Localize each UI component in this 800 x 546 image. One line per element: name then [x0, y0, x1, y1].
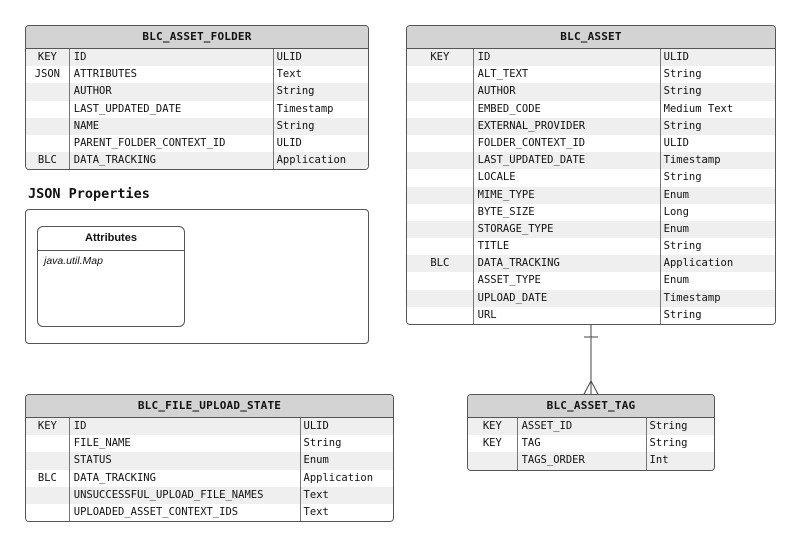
column-name: DATA_TRACKING — [70, 152, 274, 169]
column-key: KEY — [468, 435, 518, 452]
column-key: JSON — [26, 66, 70, 83]
table-title: BLC_ASSET_FOLDER — [26, 26, 368, 49]
column-type: Enum — [663, 222, 689, 235]
column-type: String — [276, 119, 315, 132]
column-type: String — [663, 68, 702, 81]
column-name: MIME_TYPE — [474, 187, 661, 204]
column-name: ID — [474, 49, 661, 66]
column-name: LOCALE — [474, 169, 661, 186]
column-name: FOLDER_CONTEXT_ID — [474, 135, 661, 152]
column-type: Application — [276, 154, 347, 167]
column-type: Timestamp — [663, 291, 721, 304]
crowfoot-left — [584, 381, 591, 394]
column-type: Enum — [663, 188, 689, 201]
column-name: UPLOAD_DATE — [474, 290, 661, 307]
column-key: KEY — [468, 418, 518, 435]
column-type: String — [649, 420, 688, 432]
column-key: KEY — [26, 418, 70, 435]
column-name: AUTHOR — [474, 83, 661, 100]
column-name: NAME — [70, 118, 274, 135]
column-type: String — [663, 171, 702, 184]
column-key: BLC — [407, 255, 474, 272]
column-type: Application — [303, 471, 374, 484]
column-type: ULID — [663, 136, 689, 149]
column-name: UPLOADED_ASSET_CONTEXT_IDS — [70, 504, 301, 521]
column-type: Long — [663, 205, 689, 218]
column-type: Application — [663, 257, 734, 270]
table-title: BLC_ASSET — [407, 26, 775, 49]
column-name: URL — [474, 307, 661, 324]
column-type: String — [276, 85, 315, 98]
column-key: BLC — [26, 470, 70, 487]
column-type: ULID — [276, 51, 302, 63]
column-name: EMBED_CODE — [474, 101, 661, 118]
column-type: String — [663, 308, 702, 321]
column-type: Timestamp — [276, 102, 334, 115]
column-name: STORAGE_TYPE — [474, 221, 661, 238]
column-name: DATA_TRACKING — [70, 470, 301, 487]
column-type: Text — [276, 68, 302, 81]
attributes-type: java.util.Map — [44, 255, 103, 267]
column-name: PARENT_FOLDER_CONTEXT_ID — [70, 135, 274, 152]
column-type: String — [663, 85, 702, 98]
column-name: BYTE_SIZE — [474, 204, 661, 221]
column-name: ASSET_TYPE — [474, 272, 661, 289]
column-name: ID — [70, 49, 274, 66]
column-name: LAST_UPDATED_DATE — [70, 101, 274, 118]
column-type: Int — [649, 454, 669, 467]
column-name: TITLE — [474, 238, 661, 255]
column-name: ASSET_ID — [518, 418, 647, 435]
column-name: TAG — [518, 435, 647, 452]
column-type: ULID — [663, 51, 689, 63]
column-name: ALT_TEXT — [474, 66, 661, 83]
crowfoot-right — [591, 381, 598, 394]
column-name: LAST_UPDATED_DATE — [474, 152, 661, 169]
column-name: DATA_TRACKING — [474, 255, 661, 272]
column-key: KEY — [407, 49, 474, 66]
column-key: BLC — [26, 152, 70, 169]
column-name: EXTERNAL_PROVIDER — [474, 118, 661, 135]
column-name: STATUS — [70, 452, 301, 469]
column-type: Medium Text — [663, 102, 734, 115]
column-type: ULID — [276, 136, 302, 149]
column-name: TAGS_ORDER — [518, 452, 647, 469]
json-properties-heading: JSON Properties — [28, 186, 150, 202]
column-key: KEY — [26, 49, 70, 66]
column-type: Timestamp — [663, 154, 721, 167]
column-name: AUTHOR — [70, 83, 274, 100]
attributes-title: Attributes — [38, 227, 184, 251]
column-type: Enum — [303, 454, 329, 467]
column-type: ULID — [303, 420, 329, 432]
column-type: String — [303, 437, 342, 450]
column-name: UNSUCCESSFUL_UPLOAD_FILE_NAMES — [70, 487, 301, 504]
column-type: Text — [303, 505, 329, 518]
column-name: ATTRIBUTES — [70, 66, 274, 83]
column-type: String — [663, 119, 702, 132]
table-title: BLC_ASSET_TAG — [468, 395, 714, 418]
table-title: BLC_FILE_UPLOAD_STATE — [26, 395, 393, 418]
column-type: String — [663, 240, 702, 253]
column-name: ID — [70, 418, 301, 435]
column-type: String — [649, 437, 688, 450]
column-name: FILE_NAME — [70, 435, 301, 452]
column-type: Text — [303, 488, 329, 501]
column-type: Enum — [663, 274, 689, 287]
